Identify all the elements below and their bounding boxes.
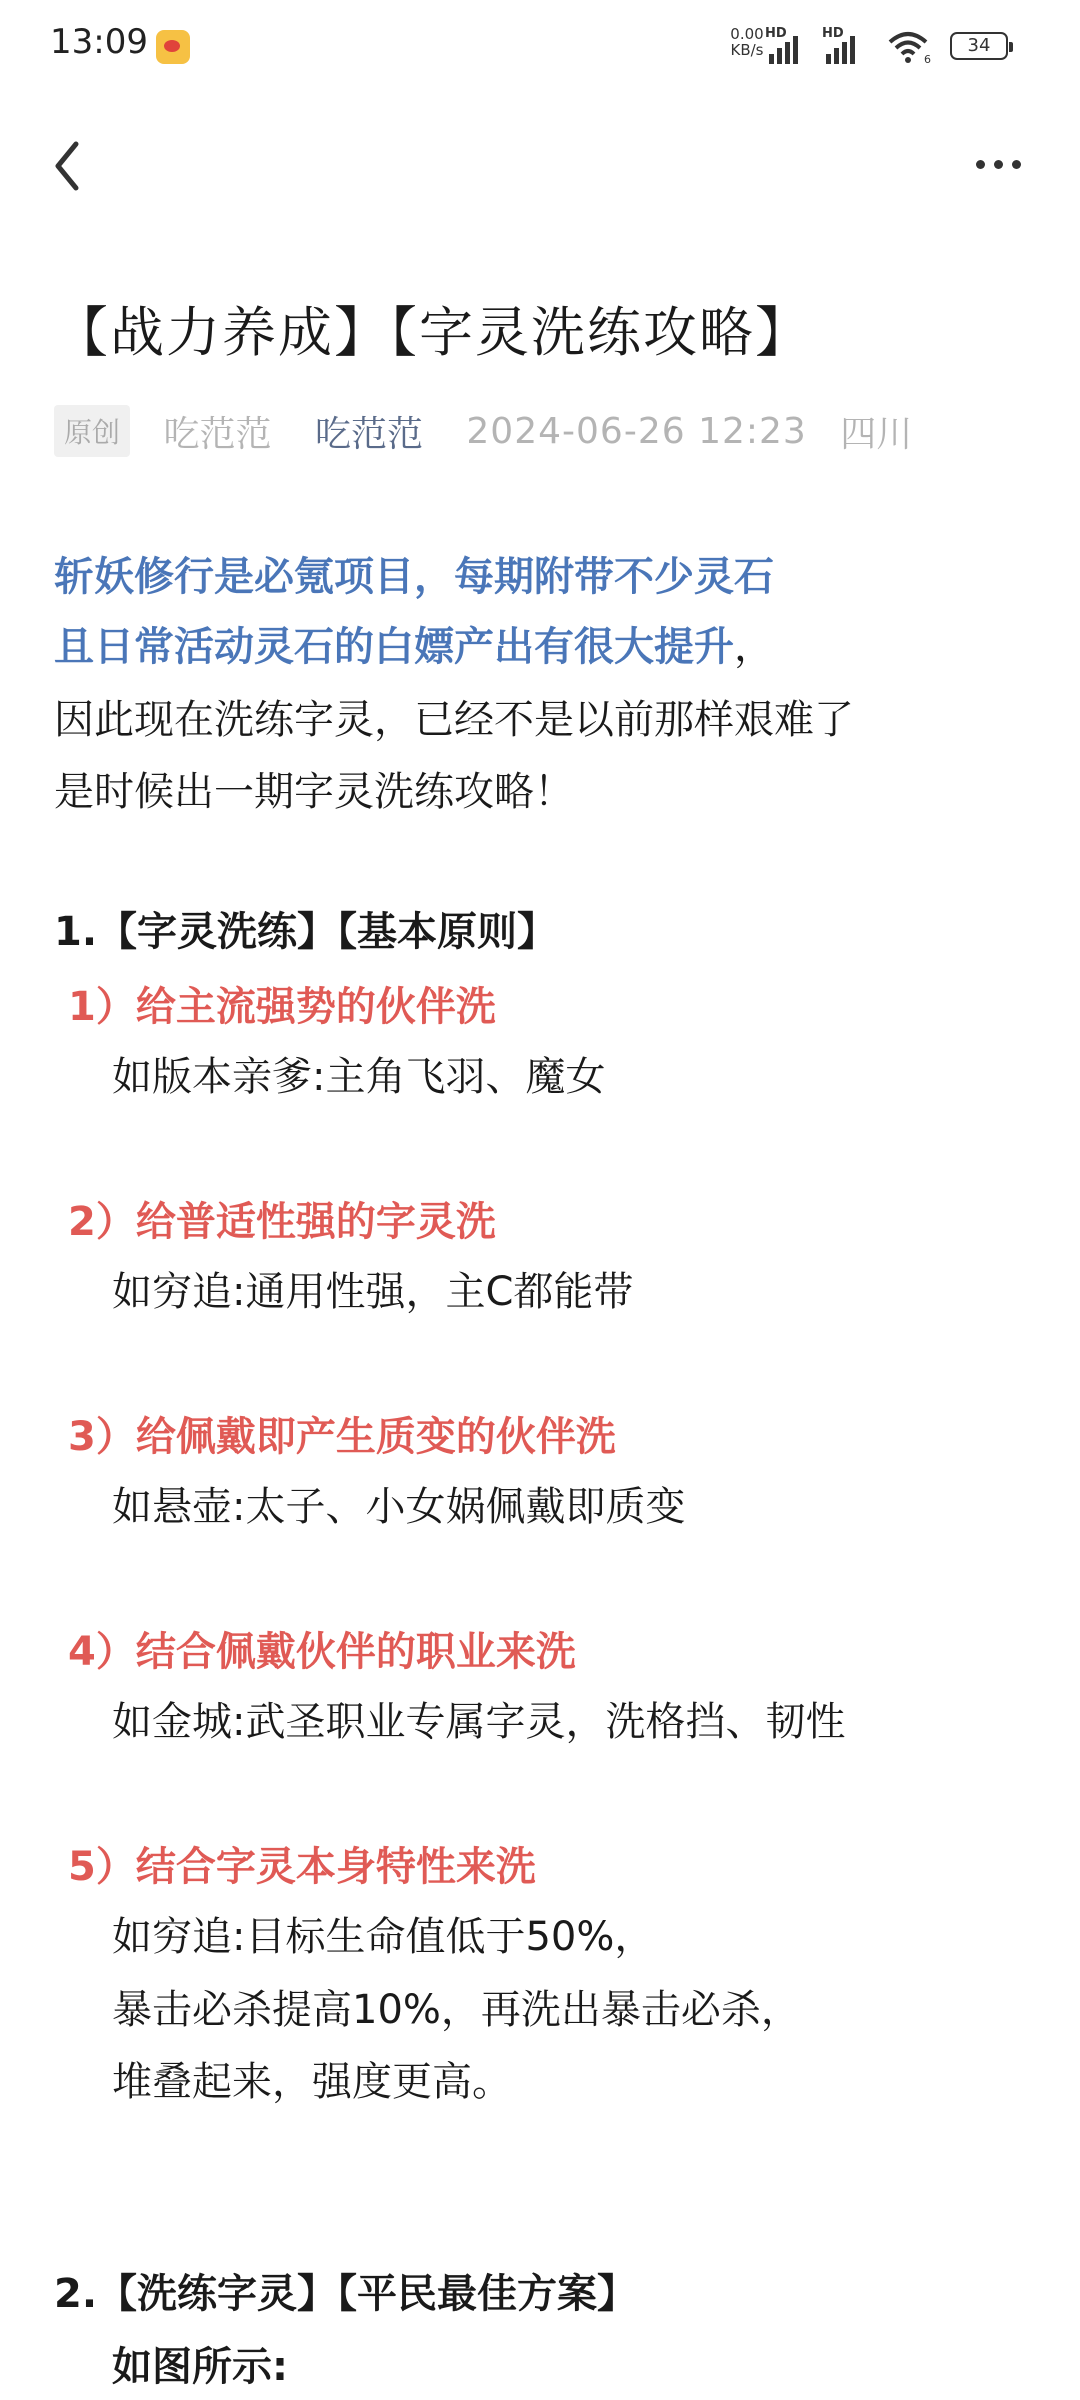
weibo-notification-icon bbox=[156, 30, 190, 64]
net-speed-value: 0.00 bbox=[730, 25, 764, 43]
signal-1-label: HD bbox=[765, 26, 787, 41]
principle-5-title: 5）结合字灵本身特性来洗 bbox=[68, 1844, 536, 1890]
publish-location: 四川 bbox=[840, 413, 913, 455]
section-2-sub: 如图所示: bbox=[112, 2344, 288, 2390]
author-name: 吃范范 bbox=[163, 413, 272, 455]
net-speed bbox=[725, 26, 769, 58]
battery-level: 34 bbox=[967, 35, 991, 56]
intro-line-4: 是时候出一期字灵洗练攻略！ bbox=[54, 769, 574, 815]
cell-signal-1-icon bbox=[765, 26, 807, 64]
signal-2-label: HD bbox=[822, 26, 844, 41]
intro-line-1: 斩妖修行是必氪项目，每期附带不少灵石 bbox=[54, 554, 774, 600]
article-title: 【战力养成】【字灵洗练攻略】 bbox=[54, 301, 811, 364]
principle-1-desc: 如版本亲爹:主角飞羽、魔女 bbox=[112, 1054, 606, 1100]
principle-2-desc: 如穷追:通用性强，主C都能带 bbox=[112, 1269, 634, 1315]
more-button[interactable] bbox=[970, 150, 1030, 180]
intro-line-2-tail: ， bbox=[734, 624, 774, 670]
article-meta bbox=[54, 405, 912, 459]
battery-icon bbox=[950, 32, 1008, 60]
chevron-left-icon bbox=[48, 136, 88, 196]
intro-line-2 bbox=[54, 615, 774, 672]
status-bar bbox=[0, 0, 1080, 96]
principle-5-desc-1: 如穷追:目标生命值低于50%， bbox=[112, 1914, 655, 1960]
section-2-heading: 2.【洗练字灵】【平民最佳方案】 bbox=[54, 2271, 638, 2317]
intro-line-2-text: 且日常活动灵石的白嫖产出有很大提升 bbox=[54, 624, 734, 670]
more-dots-icon bbox=[976, 160, 985, 169]
wifi-icon bbox=[888, 30, 932, 64]
principle-5-desc-2: 暴击必杀提高10%，再洗出暴击必杀， bbox=[112, 1987, 801, 2033]
principle-4-desc: 如金城:武圣职业专属字灵，洗格挡、韧性 bbox=[112, 1699, 846, 1745]
principle-2-title: 2）给普适性强的字灵洗 bbox=[68, 1199, 496, 1245]
original-badge: 原创 bbox=[54, 405, 130, 457]
status-time: 13:09 bbox=[50, 22, 148, 62]
net-speed-unit: KB/s bbox=[730, 41, 764, 59]
wifi-sub-label: 6 bbox=[924, 53, 931, 64]
principle-5-desc-3: 堆叠起来，强度更高。 bbox=[112, 2059, 512, 2105]
principle-1-title: 1）给主流强势的伙伴洗 bbox=[68, 984, 496, 1030]
publish-date: 2024-06-26 12:23 bbox=[466, 410, 807, 452]
intro-line-3: 因此现在洗练字灵，已经不是以前那样艰难了 bbox=[54, 697, 854, 743]
principle-4-title: 4）结合佩戴伙伴的职业来洗 bbox=[68, 1629, 576, 1675]
principle-3-desc: 如悬壶:太子、小女娲佩戴即质变 bbox=[112, 1484, 686, 1530]
section-1-heading: 1.【字灵洗练】【基本原则】 bbox=[54, 909, 558, 955]
principle-3-title: 3）给佩戴即产生质变的伙伴洗 bbox=[68, 1414, 616, 1460]
author-link[interactable]: 吃范范 bbox=[314, 413, 423, 455]
cell-signal-2-icon bbox=[822, 26, 864, 64]
nav-bar bbox=[0, 96, 1080, 226]
back-button[interactable] bbox=[48, 136, 88, 196]
